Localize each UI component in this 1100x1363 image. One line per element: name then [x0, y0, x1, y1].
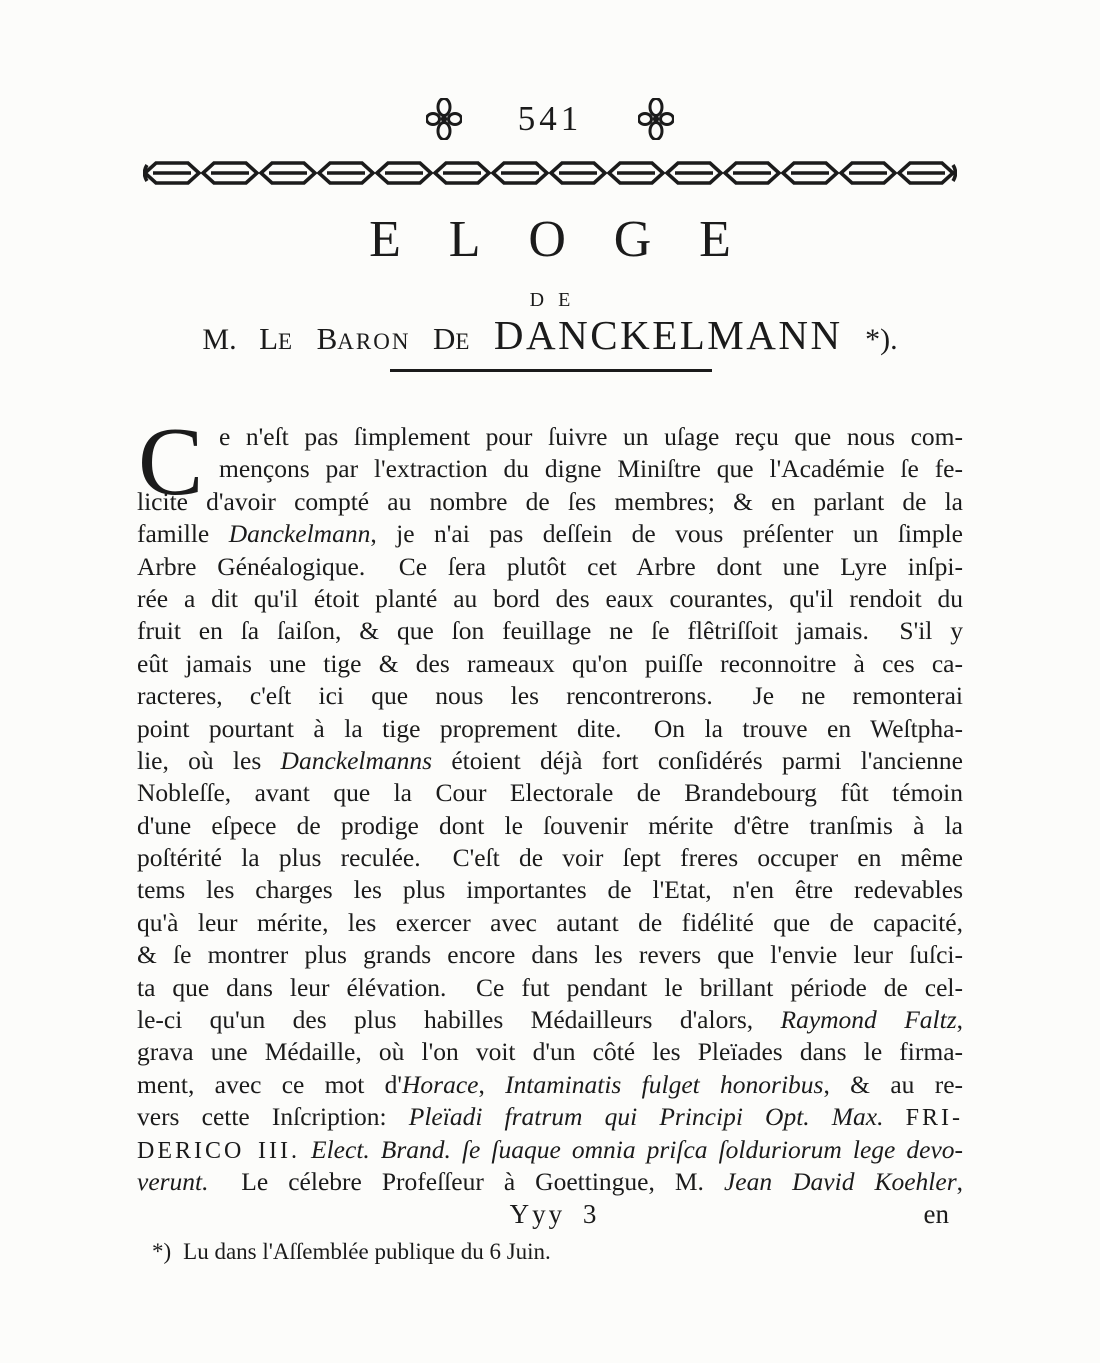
text-segment: M.	[202, 323, 260, 356]
smallcaps-rest: E	[455, 329, 472, 354]
text-line	[137, 939, 963, 971]
drop-cap: C	[138, 408, 204, 516]
text-segment: grava une Médaille, où l'on voit d'un côté les Pleïades dans le firma-	[137, 1037, 963, 1067]
body-text	[137, 408, 964, 1198]
text-segment: & ſe montrer plus grands encore dans les revers que l'envie leur ſuſci-	[137, 940, 963, 970]
text-segment: point pourtant à la tige proprement dite. On la trouve en Weſtpha-	[137, 713, 963, 743]
italic-text: Danckelmann	[228, 519, 371, 549]
text-segment: Nobleſſe, avant que la Cour Electorale de Brandebourg fût témoin	[137, 778, 963, 808]
spaced-caps-text: DERICO III.	[137, 1137, 300, 1164]
italic-text: Intaminatis fulget honoribus	[505, 1069, 824, 1099]
text-segment: DANCKELMANN	[493, 312, 843, 358]
italic-text: Raymond Faltz	[780, 1005, 957, 1035]
text-segment	[300, 1135, 311, 1164]
text-line	[137, 1036, 963, 1068]
italic-text: Elect. Brand. ſe ſuaque omnia priſca ſolduriorum lege devo-	[311, 1134, 964, 1164]
spaced-caps-text: FRI-	[905, 1105, 963, 1132]
text-line	[137, 745, 963, 777]
text-line	[137, 615, 963, 647]
quatrefoil-flower-icon	[426, 98, 462, 140]
text-segment: *).	[842, 323, 898, 356]
text-segment: ta que dans leur élévation. Ce fut pendant le brillant période de cel-	[137, 972, 963, 1002]
text-segment: Arbre Généalogique. Ce ſera plutôt cet Arbre dont une Lyre inſpi-	[137, 551, 963, 581]
text-segment: le-ci qu'un des plus habilles Médailleurs d'alors,	[137, 1005, 781, 1035]
footnote-text: Lu dans l'Aſſemblée publique du 6 Juin.	[183, 1239, 551, 1264]
text-line	[137, 486, 963, 518]
text-segment: tems les charges les plus importantes de l'Etat, n'en être redevables	[137, 875, 963, 905]
italic-text: Jean David Koehler	[723, 1166, 957, 1196]
text-segment: ,	[956, 1005, 963, 1035]
italic-text: Pleïadi fratrum qui Principi Opt. Max.	[408, 1102, 884, 1132]
text-segment: ,	[478, 1069, 506, 1099]
text-line	[137, 1101, 963, 1133]
footnote-mark: *)	[152, 1239, 172, 1264]
text-segment: qu'à leur mérite, les exercer avec autant de fidélité que de capacité,	[137, 907, 963, 937]
text-line	[137, 453, 963, 485]
text-line	[137, 1134, 963, 1166]
title-eloge: ELOGE	[369, 211, 779, 268]
text-segment: ,	[956, 1166, 963, 1196]
text-segment: poſtérité la plus reculée. C'eſt de voir ſept freres occuper en même	[137, 843, 963, 873]
text-segment: eût jamais une tige & des rameaux qu'on puiſſe reconnoitre à ces ca-	[137, 648, 963, 678]
text-line	[137, 1166, 963, 1198]
text-line	[137, 680, 963, 712]
text-segment: licite d'avoir compté au nombre de ſes membres; & en parlant de la	[137, 486, 963, 516]
text-line	[137, 810, 963, 842]
text-segment: fruit en ſa ſaiſon, & que ſon feuillage ne ſe flêtriſſoit jamais. S'il y	[137, 616, 963, 646]
smallcaps-initial: D	[432, 321, 456, 356]
smallcaps-initial: B	[316, 321, 338, 356]
page-number: 541	[517, 99, 583, 138]
footnote	[152, 1239, 551, 1265]
text-segment: étoient déjà fort conſidérés parmi l'ancienne	[432, 745, 963, 775]
text-segment: vers cette Inſcription:	[137, 1102, 409, 1132]
italic-text: Danckelmanns	[280, 745, 433, 775]
page-header	[0, 98, 1100, 140]
text-line	[137, 421, 963, 453]
text-line	[137, 713, 963, 745]
text-segment: famille	[137, 519, 229, 549]
text-line	[137, 972, 963, 1004]
title-byline	[0, 311, 1100, 359]
italic-text: verunt.	[137, 1166, 209, 1196]
text-line	[137, 551, 963, 583]
text-line	[137, 907, 963, 939]
title-underline-rule	[390, 369, 712, 372]
text-segment: , je n'ai pas deſſein de vous préſenter un ſimple	[370, 519, 964, 549]
text-segment: , & au re-	[823, 1069, 964, 1099]
catchword: en	[923, 1199, 949, 1229]
text-line	[137, 842, 963, 874]
signature-mark: Yyy 3	[509, 1199, 600, 1229]
text-segment	[884, 1102, 906, 1131]
smallcaps-initial: L	[259, 321, 279, 356]
smallcaps-rest: E	[278, 329, 295, 354]
braided-rule-icon	[143, 159, 957, 192]
text-segment: d'une eſpece de prodige dont le ſouvenir mérite d'être tranſmis à la	[137, 810, 963, 840]
text-line	[137, 648, 963, 680]
italic-text: Horace	[401, 1069, 479, 1099]
text-segment: racteres, c'eſt ici que nous les rencontrerons. Je ne remonterai	[137, 681, 963, 711]
text-segment: e n'eſt pas ſimplement pour ſuivre un uſage reçu que nous com-	[219, 422, 963, 451]
text-line	[137, 1069, 963, 1101]
text-line	[137, 777, 963, 809]
signature-row	[137, 1199, 963, 1233]
smallcaps-rest: ARON	[337, 329, 411, 354]
text-line	[137, 874, 963, 906]
text-segment: lie, où les	[137, 745, 281, 775]
text-segment: Le célebre Profeſſeur à Goettingue, M.	[208, 1166, 724, 1196]
text-line	[137, 1004, 963, 1036]
text-segment: mençons par l'extraction du digne Miniſtre que l'Académie ſe fe-	[219, 454, 963, 484]
title-de: DE	[529, 289, 585, 311]
quatrefoil-flower-icon	[638, 98, 674, 140]
text-line	[137, 583, 963, 615]
text-segment: rée a dit qu'il étoit planté au bord des eaux courantes, qu'il rendoit du	[137, 583, 963, 613]
text-line	[137, 518, 963, 550]
text-segment: ment, avec ce mot d'	[137, 1069, 402, 1099]
text-segment	[471, 323, 494, 356]
